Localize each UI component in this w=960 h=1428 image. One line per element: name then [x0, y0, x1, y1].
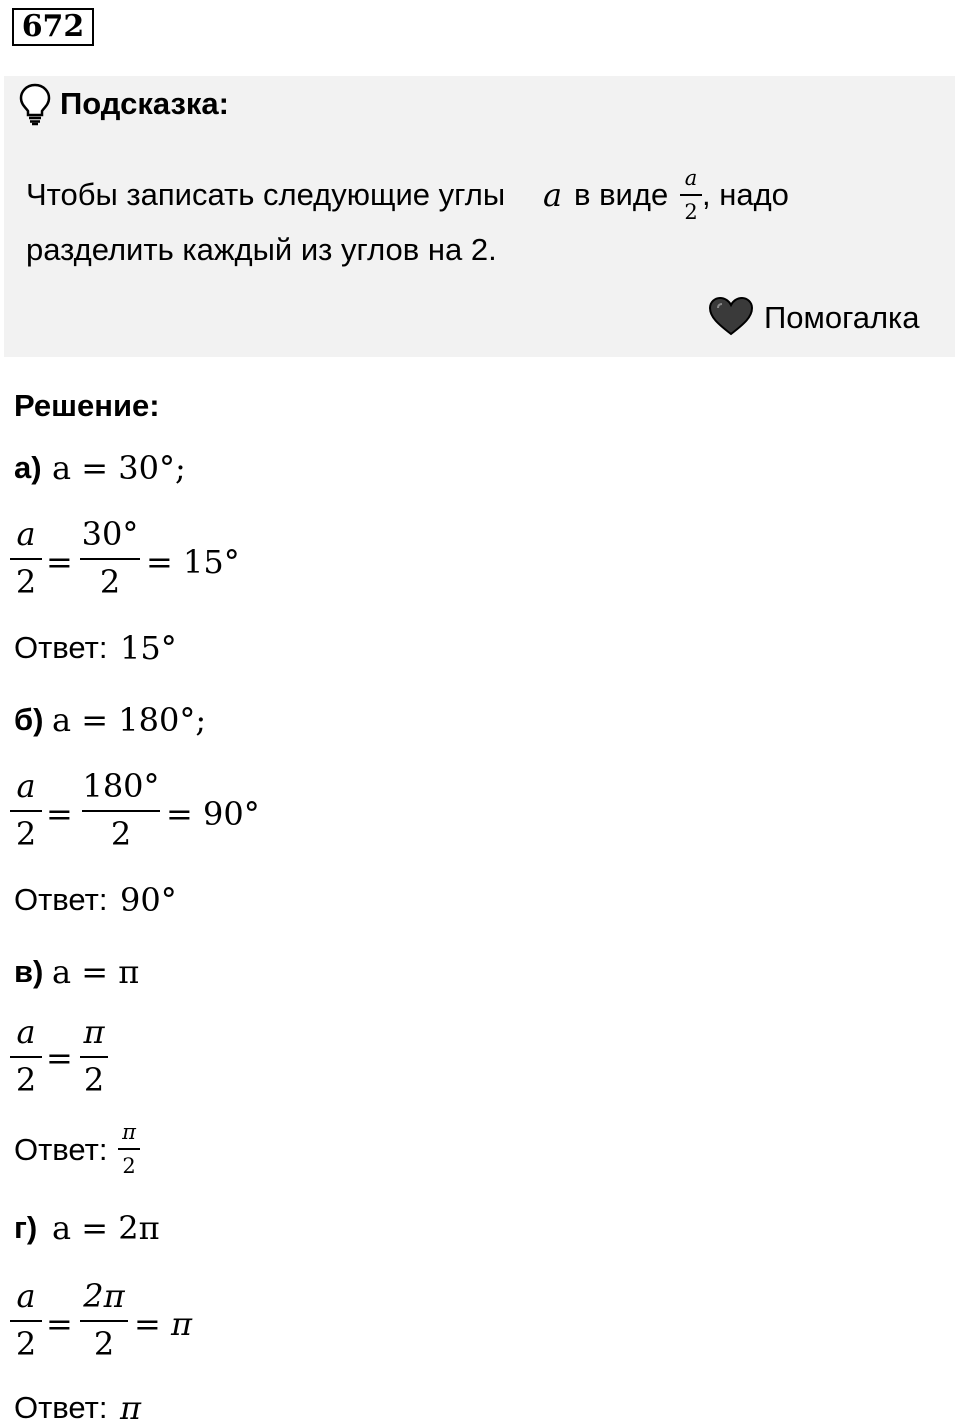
part-condition: a = 30°; — [52, 449, 186, 487]
part-label: а) — [14, 450, 42, 485]
task-number: 672 — [12, 8, 94, 46]
solution-heading: Решение: — [14, 388, 160, 423]
answer-label: Ответ: — [14, 1132, 108, 1167]
equals-sign: = — [46, 1305, 73, 1343]
result: = π — [134, 1305, 193, 1343]
part-condition: a = 2π — [52, 1209, 160, 1247]
answer-label: Ответ: — [14, 882, 108, 917]
hint-text-1: Чтобы записать следующие углы — [26, 177, 506, 212]
equals-sign: = — [46, 543, 73, 581]
lightbulb-icon — [18, 82, 52, 126]
result: = 90° — [166, 795, 260, 833]
hint-title: Подсказка: — [60, 86, 229, 121]
hint-text-2: в виде — [574, 177, 669, 212]
hint-var: a — [543, 176, 563, 214]
part-label: в) — [14, 954, 44, 989]
answer-fraction: π 2 — [118, 1120, 140, 1180]
answer-value: π — [120, 1389, 142, 1427]
answer-value: 15° — [120, 629, 177, 667]
equals-sign: = — [46, 795, 73, 833]
fraction: a 2 — [10, 516, 42, 602]
brand-name: Помогалка — [764, 300, 920, 335]
hint-text-3: , надо — [702, 177, 789, 212]
fraction: π 2 — [80, 1014, 108, 1100]
hint-text-4: разделить каждый из углов на 2. — [26, 232, 497, 267]
heart-icon — [708, 296, 754, 336]
part-condition: a = π — [52, 953, 140, 991]
fraction: 180° 2 — [82, 767, 160, 853]
part-label: б) — [14, 702, 44, 737]
fraction: 2π 2 — [80, 1278, 128, 1364]
result: = 15° — [146, 543, 240, 581]
hint-fraction: a 2 — [680, 166, 702, 226]
part-condition: a = 180°; — [52, 701, 207, 739]
fraction: a 2 — [10, 768, 42, 854]
equals-sign: = — [46, 1039, 73, 1077]
fraction: a 2 — [10, 1278, 42, 1364]
part-label: г) — [14, 1210, 38, 1245]
answer-value: 90° — [120, 881, 177, 919]
fraction: a 2 — [10, 1014, 42, 1100]
answer-label: Ответ: — [14, 630, 108, 665]
answer-label: Ответ: — [14, 1390, 108, 1425]
fraction: 30° 2 — [81, 515, 139, 601]
